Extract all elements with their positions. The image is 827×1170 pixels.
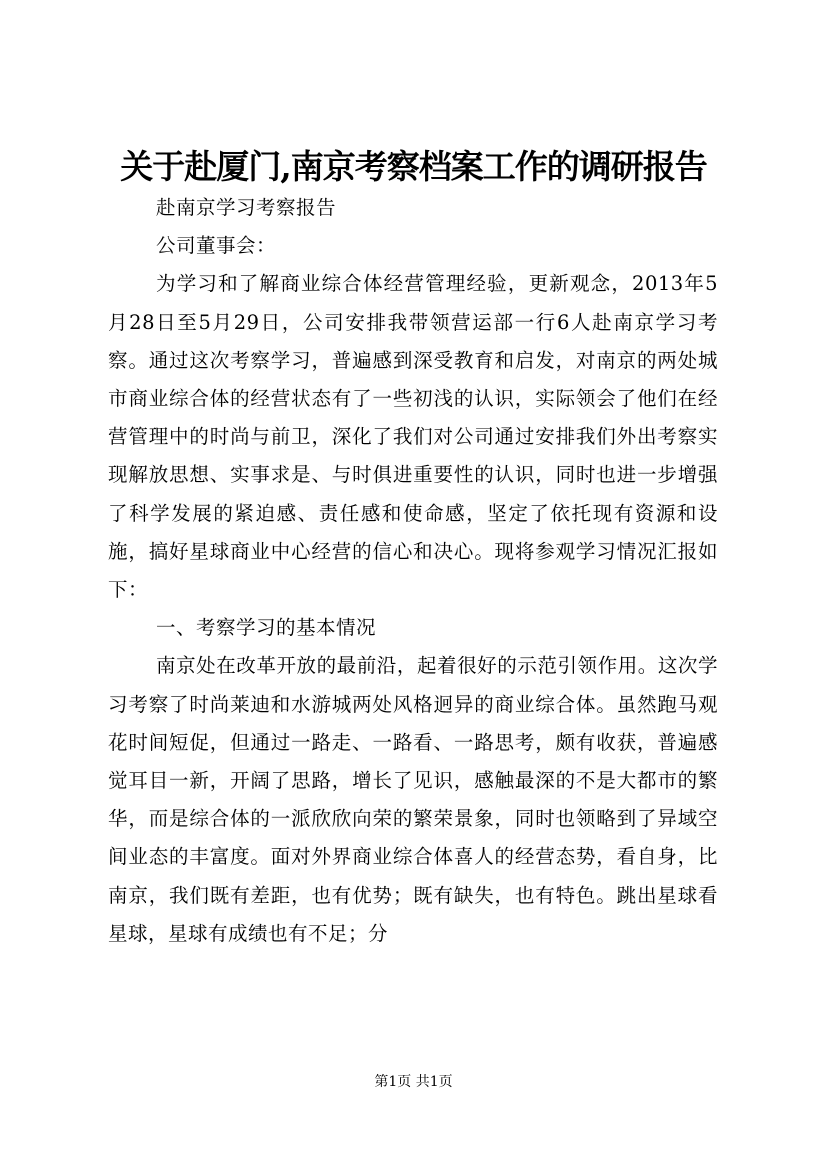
document-body — [108, 189, 718, 953]
body-paragraph: 为学习和了解商业综合体经营管理经验，更新观念，2013年5月28日至5月29日，公司安排我带领营运部一行6人赴南京学习考察。通过这次考察学习，普遍感到深受教育和启发，对南京的两处城市商业综合体的经营状态有了一些初浅的认识，实际领会了他们在经营管理中的时尚与前卫，深化了我们对公司通过安排我们外出考察实现解放思想、实事求是、与时俱进重要性的认识，同时也进一步增强了科学发展的紧迫感、责任感和使命感，坚定了依托现有资源和设施，搞好星球商业中心经营的信心和决心。现将参观学习情况汇报如下： — [108, 272, 718, 602]
body-paragraph: 南京处在改革开放的最前沿，起着很好的示范引领作用。这次学习考察了时尚莱迪和水游城两处风格迥异的商业综合体。虽然跑马观花时间短促，但通过一路走、一路看、一路思考，颇有收获，普遍感觉耳目一新，开阔了思路，增长了见识，感触最深的不是大都市的繁华，而是综合体的一派欣欣向荣的繁荣景象，同时也领略到了异域空间业态的丰富度。面对外界商业综合体喜人的经营态势，看自身，比南京，我们既有差距，也有优势；既有缺失，也有特色。跳出星球看星球，星球有成绩也有不足；分 — [108, 654, 718, 945]
section-heading: 一、考察学习的基本情况 — [156, 616, 377, 640]
page-footer: 第1页 共1页 — [374, 1074, 453, 1090]
salutation: 公司董事会： — [156, 234, 277, 258]
report-subtitle: 赴南京学习考察报告 — [156, 196, 337, 219]
document-title: 关于赴厦门,南京考察档案工作的调研报告 — [120, 147, 707, 186]
